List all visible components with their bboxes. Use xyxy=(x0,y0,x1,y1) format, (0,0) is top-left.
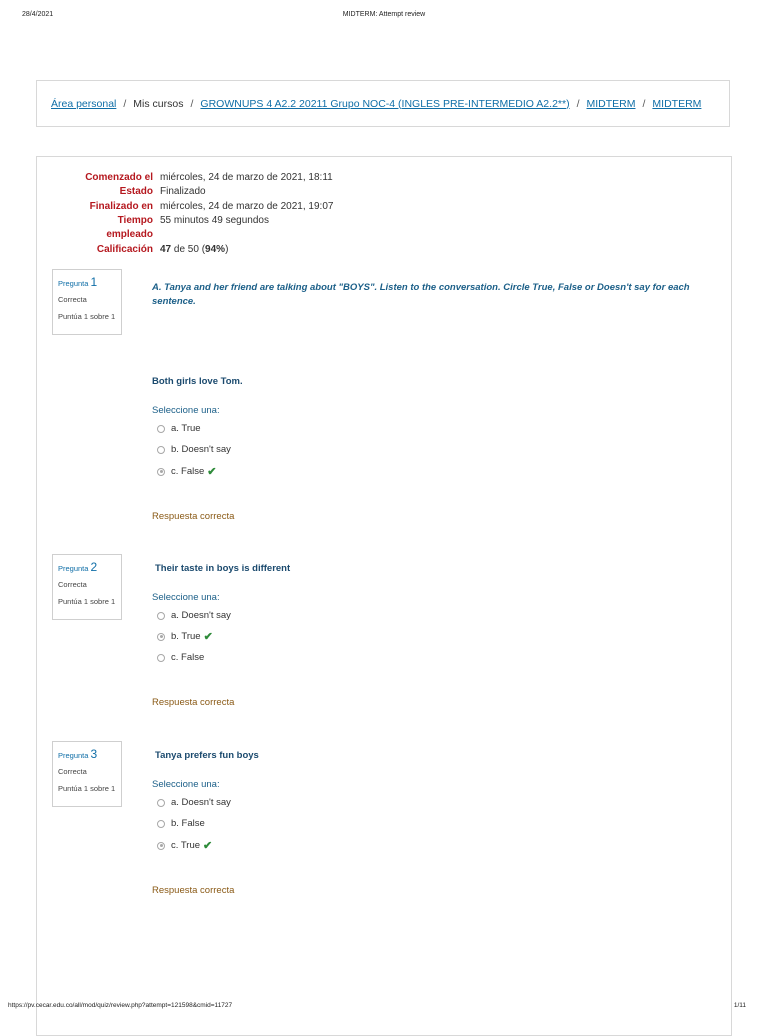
option-label: a. Doesn't say xyxy=(171,610,231,621)
select-prompt: Seleccione una: xyxy=(152,405,220,416)
option-label: b. Doesn't say xyxy=(171,444,231,455)
breadcrumb xyxy=(36,80,730,127)
radio-button[interactable] xyxy=(157,425,165,433)
summary-label: Comenzado el xyxy=(85,172,153,183)
breadcrumb-separator: / xyxy=(642,97,646,110)
question-label: Pregunta xyxy=(58,751,89,760)
answer-option-selected[interactable] xyxy=(157,839,212,852)
answer-option-selected[interactable] xyxy=(157,630,213,643)
answer-option-selected[interactable] xyxy=(157,465,216,478)
select-prompt: Seleccione una: xyxy=(152,779,220,790)
breadcrumb-separator: / xyxy=(576,97,580,110)
breadcrumb-midterm-quiz[interactable]: MIDTERM xyxy=(652,97,702,110)
question-grade: Puntúa 1 sobre 1 xyxy=(58,597,116,606)
answer-feedback: Respuesta correcta xyxy=(152,511,235,522)
radio-button[interactable] xyxy=(157,799,165,807)
answer-option[interactable] xyxy=(157,797,231,808)
question-label: Pregunta xyxy=(58,279,89,288)
question-state: Correcta xyxy=(58,295,87,304)
question-info-1 xyxy=(52,269,122,335)
breadcrumb-separator: / xyxy=(123,97,127,110)
question-state: Correcta xyxy=(58,580,87,589)
question-label: Pregunta xyxy=(58,564,89,573)
summary-label xyxy=(43,214,153,242)
radio-button-selected[interactable] xyxy=(157,633,165,641)
question-info-2 xyxy=(52,554,122,620)
grade-rest: de 50 ( xyxy=(171,244,206,255)
check-icon: ✔ xyxy=(203,840,213,852)
option-label: c. True xyxy=(171,840,201,851)
question-text: Their taste in boys is different xyxy=(155,563,291,574)
grade-percent: 94% xyxy=(205,244,226,255)
question-number xyxy=(58,747,116,761)
radio-button[interactable] xyxy=(157,820,165,828)
print-title: MIDTERM: Attempt review xyxy=(342,11,426,18)
question-number-value: 1 xyxy=(90,275,98,289)
summary-value: miércoles, 24 de marzo de 2021, 18:11 xyxy=(160,172,333,183)
question-text: Both girls love Tom. xyxy=(152,376,243,387)
select-prompt: Seleccione una: xyxy=(152,592,220,603)
grade-close: ) xyxy=(225,244,229,255)
check-icon: ✔ xyxy=(203,631,213,643)
option-label: c. False xyxy=(171,466,205,477)
print-url: https://pv.cecar.edu.co/all/mod/quiz/review.php?attempt=121598&cmid=11727 xyxy=(8,1002,233,1009)
answer-option[interactable] xyxy=(157,818,205,829)
summary-label-line: empleado xyxy=(106,229,153,240)
question-info-3 xyxy=(52,741,122,807)
question-grade: Puntúa 1 sobre 1 xyxy=(58,312,116,321)
summary-value: 55 minutos 49 segundos xyxy=(160,215,269,226)
radio-button[interactable] xyxy=(157,446,165,454)
answer-option[interactable] xyxy=(157,444,231,455)
option-label: a. True xyxy=(171,423,201,434)
summary-label: Estado xyxy=(119,186,153,197)
breadcrumb-course[interactable]: GROWNUPS 4 A2.2 20211 Grupo NOC-4 (INGLES PRE-INTERMEDIO A2.2**) xyxy=(200,97,570,110)
summary-value: miércoles, 24 de marzo de 2021, 19:07 xyxy=(160,201,334,212)
breadcrumb-area-personal[interactable]: Área personal xyxy=(51,97,117,110)
radio-button-selected[interactable] xyxy=(157,842,165,850)
radio-button-selected[interactable] xyxy=(157,468,165,476)
print-date: 28/4/2021 xyxy=(22,11,54,18)
radio-button[interactable] xyxy=(157,612,165,620)
print-page-number: 1/11 xyxy=(733,1002,746,1009)
option-label: a. Doesn't say xyxy=(171,797,231,808)
summary-label: Finalizado en xyxy=(89,201,153,212)
question-intro: A. Tanya and her friend are talking about "BOYS". Listen to the conversation. Circle True, False or Doesn't say for each sentence. xyxy=(152,282,690,307)
summary-value: Finalizado xyxy=(160,186,206,197)
radio-button[interactable] xyxy=(157,654,165,662)
question-grade: Puntúa 1 sobre 1 xyxy=(58,784,116,793)
answer-option[interactable] xyxy=(157,652,204,663)
summary-value xyxy=(160,243,228,257)
grade-score: 47 xyxy=(160,244,172,255)
answer-feedback: Respuesta correcta xyxy=(152,697,235,708)
breadcrumb-separator: / xyxy=(190,97,194,110)
question-number-value: 3 xyxy=(90,747,98,761)
question-state: Correcta xyxy=(58,767,87,776)
option-label: b. True xyxy=(171,631,201,642)
answer-option[interactable] xyxy=(157,610,231,621)
answer-option[interactable] xyxy=(157,423,201,434)
question-number-value: 2 xyxy=(90,560,98,574)
question-number xyxy=(58,275,116,289)
summary-label: Calificación xyxy=(96,244,153,255)
breadcrumb-mis-cursos: Mis cursos xyxy=(133,97,184,110)
option-label: b. False xyxy=(171,818,205,829)
question-number xyxy=(58,560,116,574)
breadcrumb-midterm-section[interactable]: MIDTERM xyxy=(586,97,636,110)
question-text: Tanya prefers fun boys xyxy=(155,750,259,761)
summary-label-line: Tiempo xyxy=(117,215,153,226)
quiz-review-panel xyxy=(36,156,732,1036)
check-icon: ✔ xyxy=(207,466,217,478)
answer-feedback: Respuesta correcta xyxy=(152,885,235,896)
option-label: c. False xyxy=(171,652,205,663)
